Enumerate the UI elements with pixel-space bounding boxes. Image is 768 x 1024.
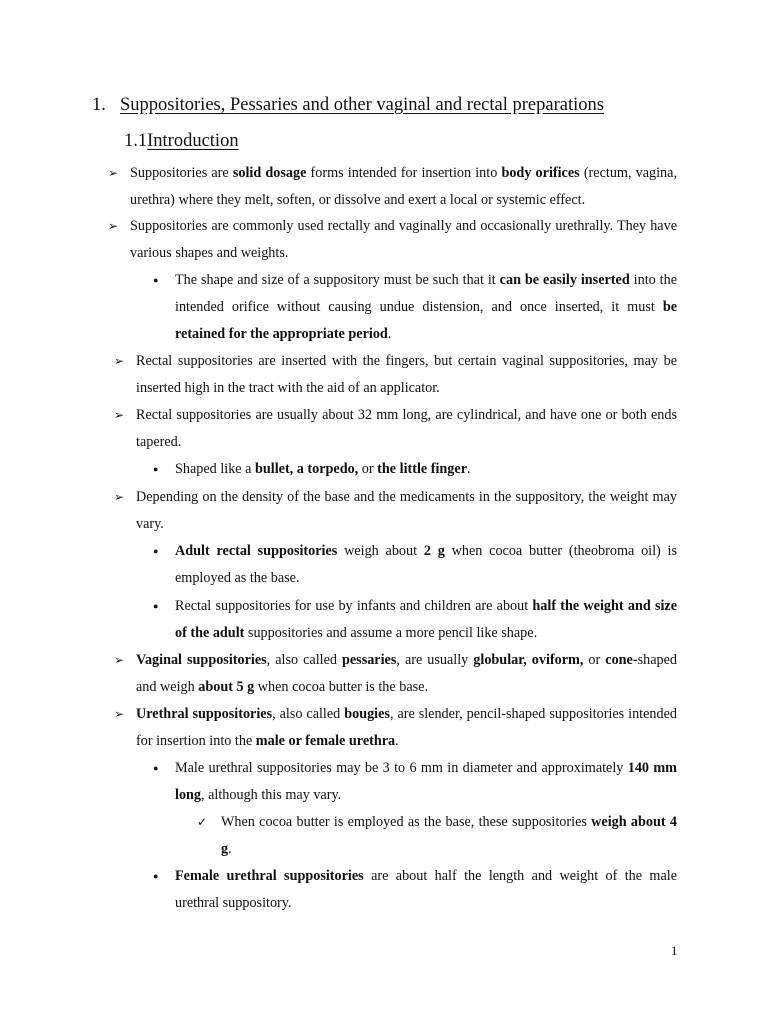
page-number: 1 xyxy=(671,943,678,958)
bold-text-run: 2 g xyxy=(423,543,445,559)
bold-text-run: Adult rectal suppositories xyxy=(175,543,338,559)
bold-text-run: be retained for the appropriate period xyxy=(175,298,677,342)
bullet-icon: ● xyxy=(153,763,159,773)
list-item xyxy=(114,348,677,402)
arrow-bullet-icon: ➢ xyxy=(114,490,125,504)
text-run: , although this may vary. xyxy=(201,786,342,803)
text-run: (rectum, vagina, urethra) where they melt, soften, or dissolve and exert a local or systemic effect. xyxy=(130,165,677,208)
list-item xyxy=(153,267,678,347)
item-text xyxy=(136,353,677,396)
bold-text-run: Female urethral suppositories xyxy=(175,868,364,884)
bold-text-run: solid dosage xyxy=(232,165,307,181)
item-text xyxy=(130,165,677,208)
subsection-number: 1.1 xyxy=(124,131,148,151)
list-item xyxy=(114,647,677,701)
bold-text-run: cone- xyxy=(605,652,638,668)
bullet-icon: ● xyxy=(153,464,159,474)
text-run: or xyxy=(583,652,606,668)
subsection-heading xyxy=(124,128,239,154)
section-title: Suppositories, Pessaries and other vaginal and rectal preparations xyxy=(120,95,604,115)
text-run: into the intended orifice without causing undue distension, and once inserted, it must xyxy=(175,272,678,315)
arrow-bullet-icon: ➢ xyxy=(114,408,125,422)
item-text xyxy=(175,598,677,641)
text-run: , are usually xyxy=(396,652,474,668)
text-run: Depending on the density of the base and the medicaments in the suppository, the weight may vary. xyxy=(136,489,677,532)
bold-text-run: weigh about 4 g xyxy=(221,814,677,857)
bold-text-run: male or female urethra xyxy=(255,732,396,749)
text-run: . xyxy=(228,840,232,857)
text-run: or xyxy=(358,461,378,477)
list-item xyxy=(108,213,677,267)
bold-text-run: Vaginal suppositories xyxy=(136,652,267,668)
item-text xyxy=(175,543,677,586)
bullet-icon: ● xyxy=(153,601,159,611)
text-run: , also called xyxy=(272,706,345,722)
item-text xyxy=(136,489,677,532)
text-run: Rectal suppositories are usually about 32 mm long, are cylindrical, and have one or both ends tapered. xyxy=(136,407,677,450)
bold-text-run: about 5 g xyxy=(198,678,255,695)
text-run: suppositories and assume a more pencil like shape. xyxy=(244,624,538,641)
text-run: weigh about xyxy=(337,543,424,559)
item-text xyxy=(221,814,677,857)
arrow-bullet-icon: ➢ xyxy=(108,166,119,180)
text-run: . xyxy=(467,461,471,477)
text-run: Suppositories are commonly used rectally and vaginally and occasionally urethrally. They have various shapes and weights. xyxy=(130,218,677,261)
text-run: when cocoa butter (theobroma oil) is employed as the base. xyxy=(175,543,678,586)
item-text xyxy=(175,272,677,342)
text-run: Male urethral suppositories may be 3 to 6 mm in diameter and approximately xyxy=(175,760,628,776)
text-run: are about half the length and weight of the male urethral suppository. xyxy=(175,868,678,911)
arrow-bullet-icon: ➢ xyxy=(108,219,119,233)
subsection-title: Introduction xyxy=(147,131,239,151)
arrow-bullet-icon: ➢ xyxy=(114,653,125,667)
list-item xyxy=(108,160,677,214)
bullet-icon: ● xyxy=(153,871,159,881)
arrow-bullet-icon: ➢ xyxy=(114,707,125,721)
list-item xyxy=(114,402,677,456)
list-item xyxy=(153,456,677,483)
text-run: Rectal suppositories are inserted with the fingers, but certain vaginal suppositories, may be inserted high in the tract with the aid of an applicator. xyxy=(136,353,677,396)
text-run: . xyxy=(387,325,392,342)
item-text xyxy=(136,652,677,695)
text-run: shaped and weigh xyxy=(136,652,677,695)
text-run: Rectal suppositories for use by infants and children are about xyxy=(175,598,533,614)
list-item xyxy=(114,701,677,755)
bold-text-run: bullet, a torpedo, xyxy=(254,461,359,477)
list-item xyxy=(153,593,678,647)
text-run: forms intended for insertion into xyxy=(306,165,502,181)
arrow-bullet-icon: ➢ xyxy=(114,354,125,368)
text-run: Shaped like a xyxy=(175,461,255,477)
item-text xyxy=(175,868,677,911)
text-run: Suppositories are xyxy=(130,165,233,181)
list-item xyxy=(114,484,677,538)
text-run: , also called xyxy=(266,652,342,668)
bold-text-run: the little finger xyxy=(377,461,467,477)
checkmark-icon: ✓ xyxy=(197,815,208,829)
bold-text-run: bougies xyxy=(344,706,390,722)
list-item xyxy=(153,863,678,917)
text-run: . xyxy=(395,732,399,749)
item-text xyxy=(136,706,677,749)
list-item xyxy=(197,809,677,863)
item-text xyxy=(130,218,677,261)
text-run: , are slender, pencil-shaped suppositories intended for insertion into the xyxy=(136,706,677,749)
list-item xyxy=(153,538,678,592)
bold-text-run: pessaries xyxy=(341,652,397,668)
text-run: The shape and size of a suppository must be such that it xyxy=(175,272,500,288)
section-heading xyxy=(92,92,604,118)
bullet-icon: ● xyxy=(153,546,159,556)
text-run: when cocoa butter is the base. xyxy=(254,678,428,695)
bold-text-run: half the weight and size of the adult xyxy=(175,598,678,641)
item-text xyxy=(175,760,677,803)
bullet-icon: ● xyxy=(153,275,159,285)
bold-text-run: can be easily inserted xyxy=(499,272,630,288)
bold-text-run: body orifices xyxy=(501,165,580,181)
text-run: When cocoa butter is employed as the base, these suppositories xyxy=(221,814,592,830)
item-text xyxy=(175,461,471,477)
bold-text-run: 140 mm long xyxy=(175,760,677,803)
list-item xyxy=(153,755,677,809)
item-text xyxy=(136,407,677,450)
section-number: 1. xyxy=(92,95,106,115)
bold-text-run: Urethral suppositories xyxy=(136,706,273,722)
bold-text-run: globular, oviform, xyxy=(473,652,584,668)
